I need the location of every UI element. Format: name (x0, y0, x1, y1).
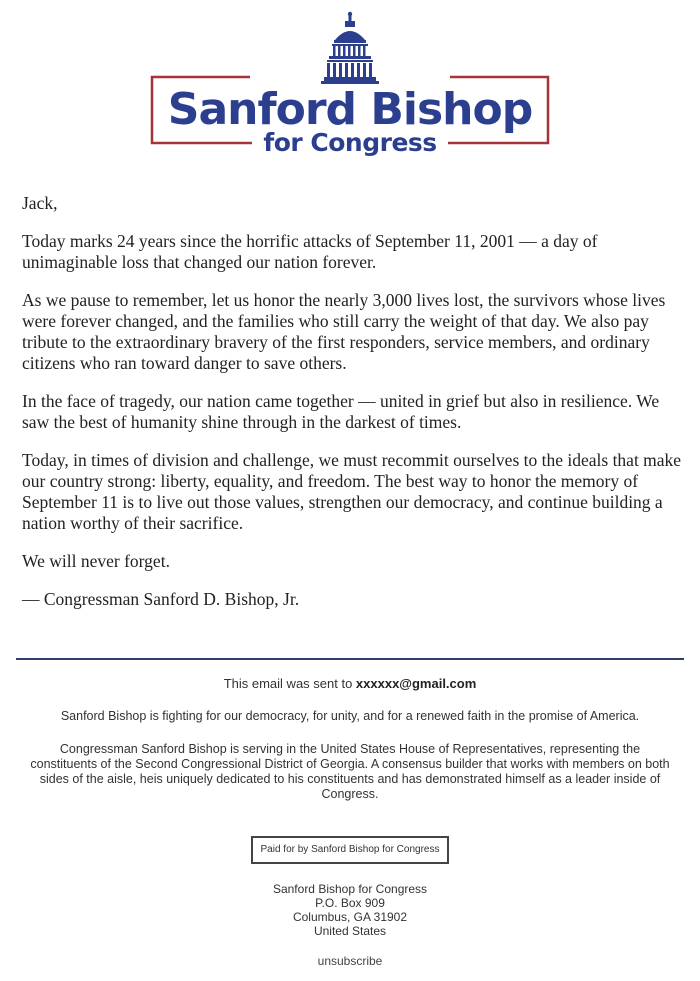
address-line: Sanford Bishop for Congress (272, 882, 428, 896)
candidate-bio: Congressman Sanford Bishop is serving in the United States House of Representatives, representing the constituents of the Second Congressional District of Georgia. A consensus builder that works with members on both sides of the aisle, heis uniquely dedicated to his constituents and has demonstrated himself as a leader inside of Congress. (30, 742, 670, 801)
signature: — Congressman Sanford D. Bishop, Jr. (22, 589, 300, 609)
paid-for-disclaimer: Paid for by Sanford Bishop for Congress (251, 836, 450, 864)
logo-subtitle: for Congress (263, 128, 437, 157)
letter-paragraph: Today marks 24 years since the horrific attacks of September 11, 2001 — a day of unimaginable loss that changed our nation forever. (22, 231, 598, 272)
letter-body (22, 193, 687, 627)
mailing-address (0, 882, 700, 938)
footer-divider (16, 658, 684, 660)
address-line: P.O. Box 909 (315, 896, 385, 910)
campaign-logo (0, 10, 700, 160)
letter-paragraph: We will never forget. (22, 551, 170, 571)
sent-to-line (0, 676, 700, 691)
address-line: Columbus, GA 31902 (292, 910, 408, 924)
campaign-tagline: Sanford Bishop is fighting for our democracy, for unity, and for a renewed faith in the promise of America. (60, 709, 640, 723)
letter-paragraph: As we pause to remember, let us honor the nearly 3,000 lives lost, the survivors whose lives were forever changed, and the families who still carry the weight of that day. We also pay tribute to the extraordinary bravery of the first responders, service members, and ordinary citizens who ran toward danger to save others. (22, 290, 666, 373)
recipient-email: xxxxxx@gmail.com (355, 676, 477, 691)
address-line: United States (313, 924, 387, 938)
sent-to-label: This email was sent to (223, 676, 356, 691)
logo-name: Sanford Bishop (167, 84, 533, 135)
letter-paragraph: Today, in times of division and challenge, we must recommit ourselves to the ideals that make our country strong: liberty, equality, and freedom. The best way to honor the memory of September 11 is to live out those values, strengthen our democracy, and continue building a nation worthy of their sacrifice. (22, 450, 682, 533)
email-footer (0, 676, 700, 969)
letter-paragraph: In the face of tragedy, our nation came together — united in grief but also in resilience. We saw the best of humanity shine through in the darkest of times. (22, 391, 660, 432)
unsubscribe-link[interactable]: unsubscribe (317, 954, 383, 968)
greeting: Jack, (22, 193, 58, 213)
